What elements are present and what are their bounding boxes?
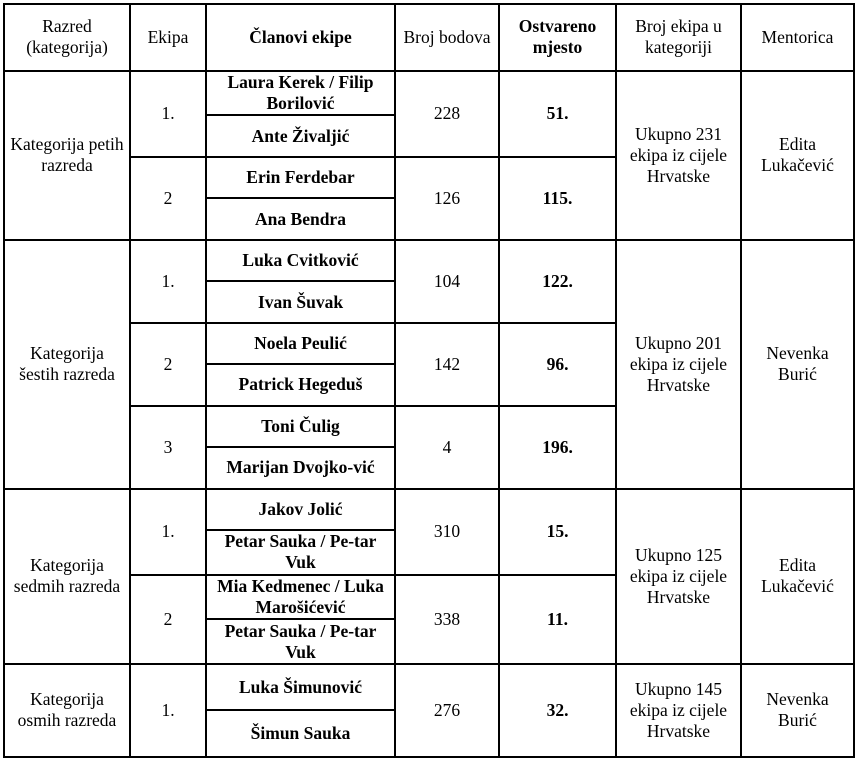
team-number: 3 — [130, 406, 206, 489]
team-place: 196. — [499, 406, 616, 489]
team-points: 104 — [395, 240, 499, 323]
header-clanovi: Članovi ekipe — [206, 4, 395, 71]
team-member: Mia Kedmenec / Luka Marošićević — [206, 575, 395, 620]
team-member: Ante Živaljić — [206, 115, 395, 156]
table-row — [4, 240, 854, 281]
header-broj-ekipa: Broj ekipa u kategoriji — [616, 4, 741, 71]
team-points: 228 — [395, 71, 499, 157]
team-place: 11. — [499, 575, 616, 664]
team-place: 32. — [499, 664, 616, 757]
header-mjesto: Ostvareno mjesto — [499, 4, 616, 71]
header-bodovi: Broj bodova — [395, 4, 499, 71]
category-mentor: Edita Lukačević — [741, 71, 854, 240]
team-place: 96. — [499, 323, 616, 406]
team-number: 2 — [130, 157, 206, 240]
header-mentorica: Mentorica — [741, 4, 854, 71]
category-name: Kategorija sedmih razreda — [4, 489, 130, 664]
category-mentor: Nevenka Burić — [741, 240, 854, 489]
team-member: Patrick Hegeduš — [206, 364, 395, 405]
team-member: Marijan Dvojko-vić — [206, 447, 395, 488]
team-points: 310 — [395, 489, 499, 575]
team-member: Luka Šimunović — [206, 664, 395, 711]
category-total: Ukupno 125 ekipa iz cijele Hrvatske — [616, 489, 741, 664]
team-member: Jakov Jolić — [206, 489, 395, 530]
team-member: Šimun Sauka — [206, 710, 395, 757]
table-row — [4, 71, 854, 116]
team-member: Luka Cvitković — [206, 240, 395, 281]
category-mentor: Nevenka Burić — [741, 664, 854, 757]
team-number: 1. — [130, 664, 206, 757]
team-place: 51. — [499, 71, 616, 157]
category-mentor: Edita Lukačević — [741, 489, 854, 664]
team-member: Erin Ferdebar — [206, 157, 395, 198]
team-member: Ana Bendra — [206, 198, 395, 239]
team-number: 1. — [130, 71, 206, 157]
team-member: Noela Peulić — [206, 323, 395, 364]
team-points: 142 — [395, 323, 499, 406]
team-member: Petar Sauka / Pe-tar Vuk — [206, 619, 395, 664]
category-total: Ukupno 145 ekipa iz cijele Hrvatske — [616, 664, 741, 757]
table-row — [4, 489, 854, 530]
team-member: Petar Sauka / Pe-tar Vuk — [206, 530, 395, 575]
category-name: Kategorija osmih razreda — [4, 664, 130, 757]
team-points: 276 — [395, 664, 499, 757]
table-row — [4, 664, 854, 711]
team-member: Toni Čulig — [206, 406, 395, 447]
team-number: 1. — [130, 489, 206, 575]
category-total: Ukupno 231 ekipa iz cijele Hrvatske — [616, 71, 741, 240]
team-number: 2 — [130, 323, 206, 406]
team-member: Laura Kerek / Filip Borilović — [206, 71, 395, 116]
team-place: 15. — [499, 489, 616, 575]
team-points: 338 — [395, 575, 499, 664]
header-ekipa: Ekipa — [130, 4, 206, 71]
category-total: Ukupno 201 ekipa iz cijele Hrvatske — [616, 240, 741, 489]
team-place: 122. — [499, 240, 616, 323]
team-member: Ivan Šuvak — [206, 281, 395, 322]
results-table — [3, 3, 855, 758]
team-points: 126 — [395, 157, 499, 240]
category-name: Kategorija šestih razreda — [4, 240, 130, 489]
team-place: 115. — [499, 157, 616, 240]
team-number: 2 — [130, 575, 206, 664]
team-points: 4 — [395, 406, 499, 489]
category-name: Kategorija petih razreda — [4, 71, 130, 240]
header-razred: Razred (kategorija) — [4, 4, 130, 71]
header-row — [4, 4, 854, 71]
team-number: 1. — [130, 240, 206, 323]
